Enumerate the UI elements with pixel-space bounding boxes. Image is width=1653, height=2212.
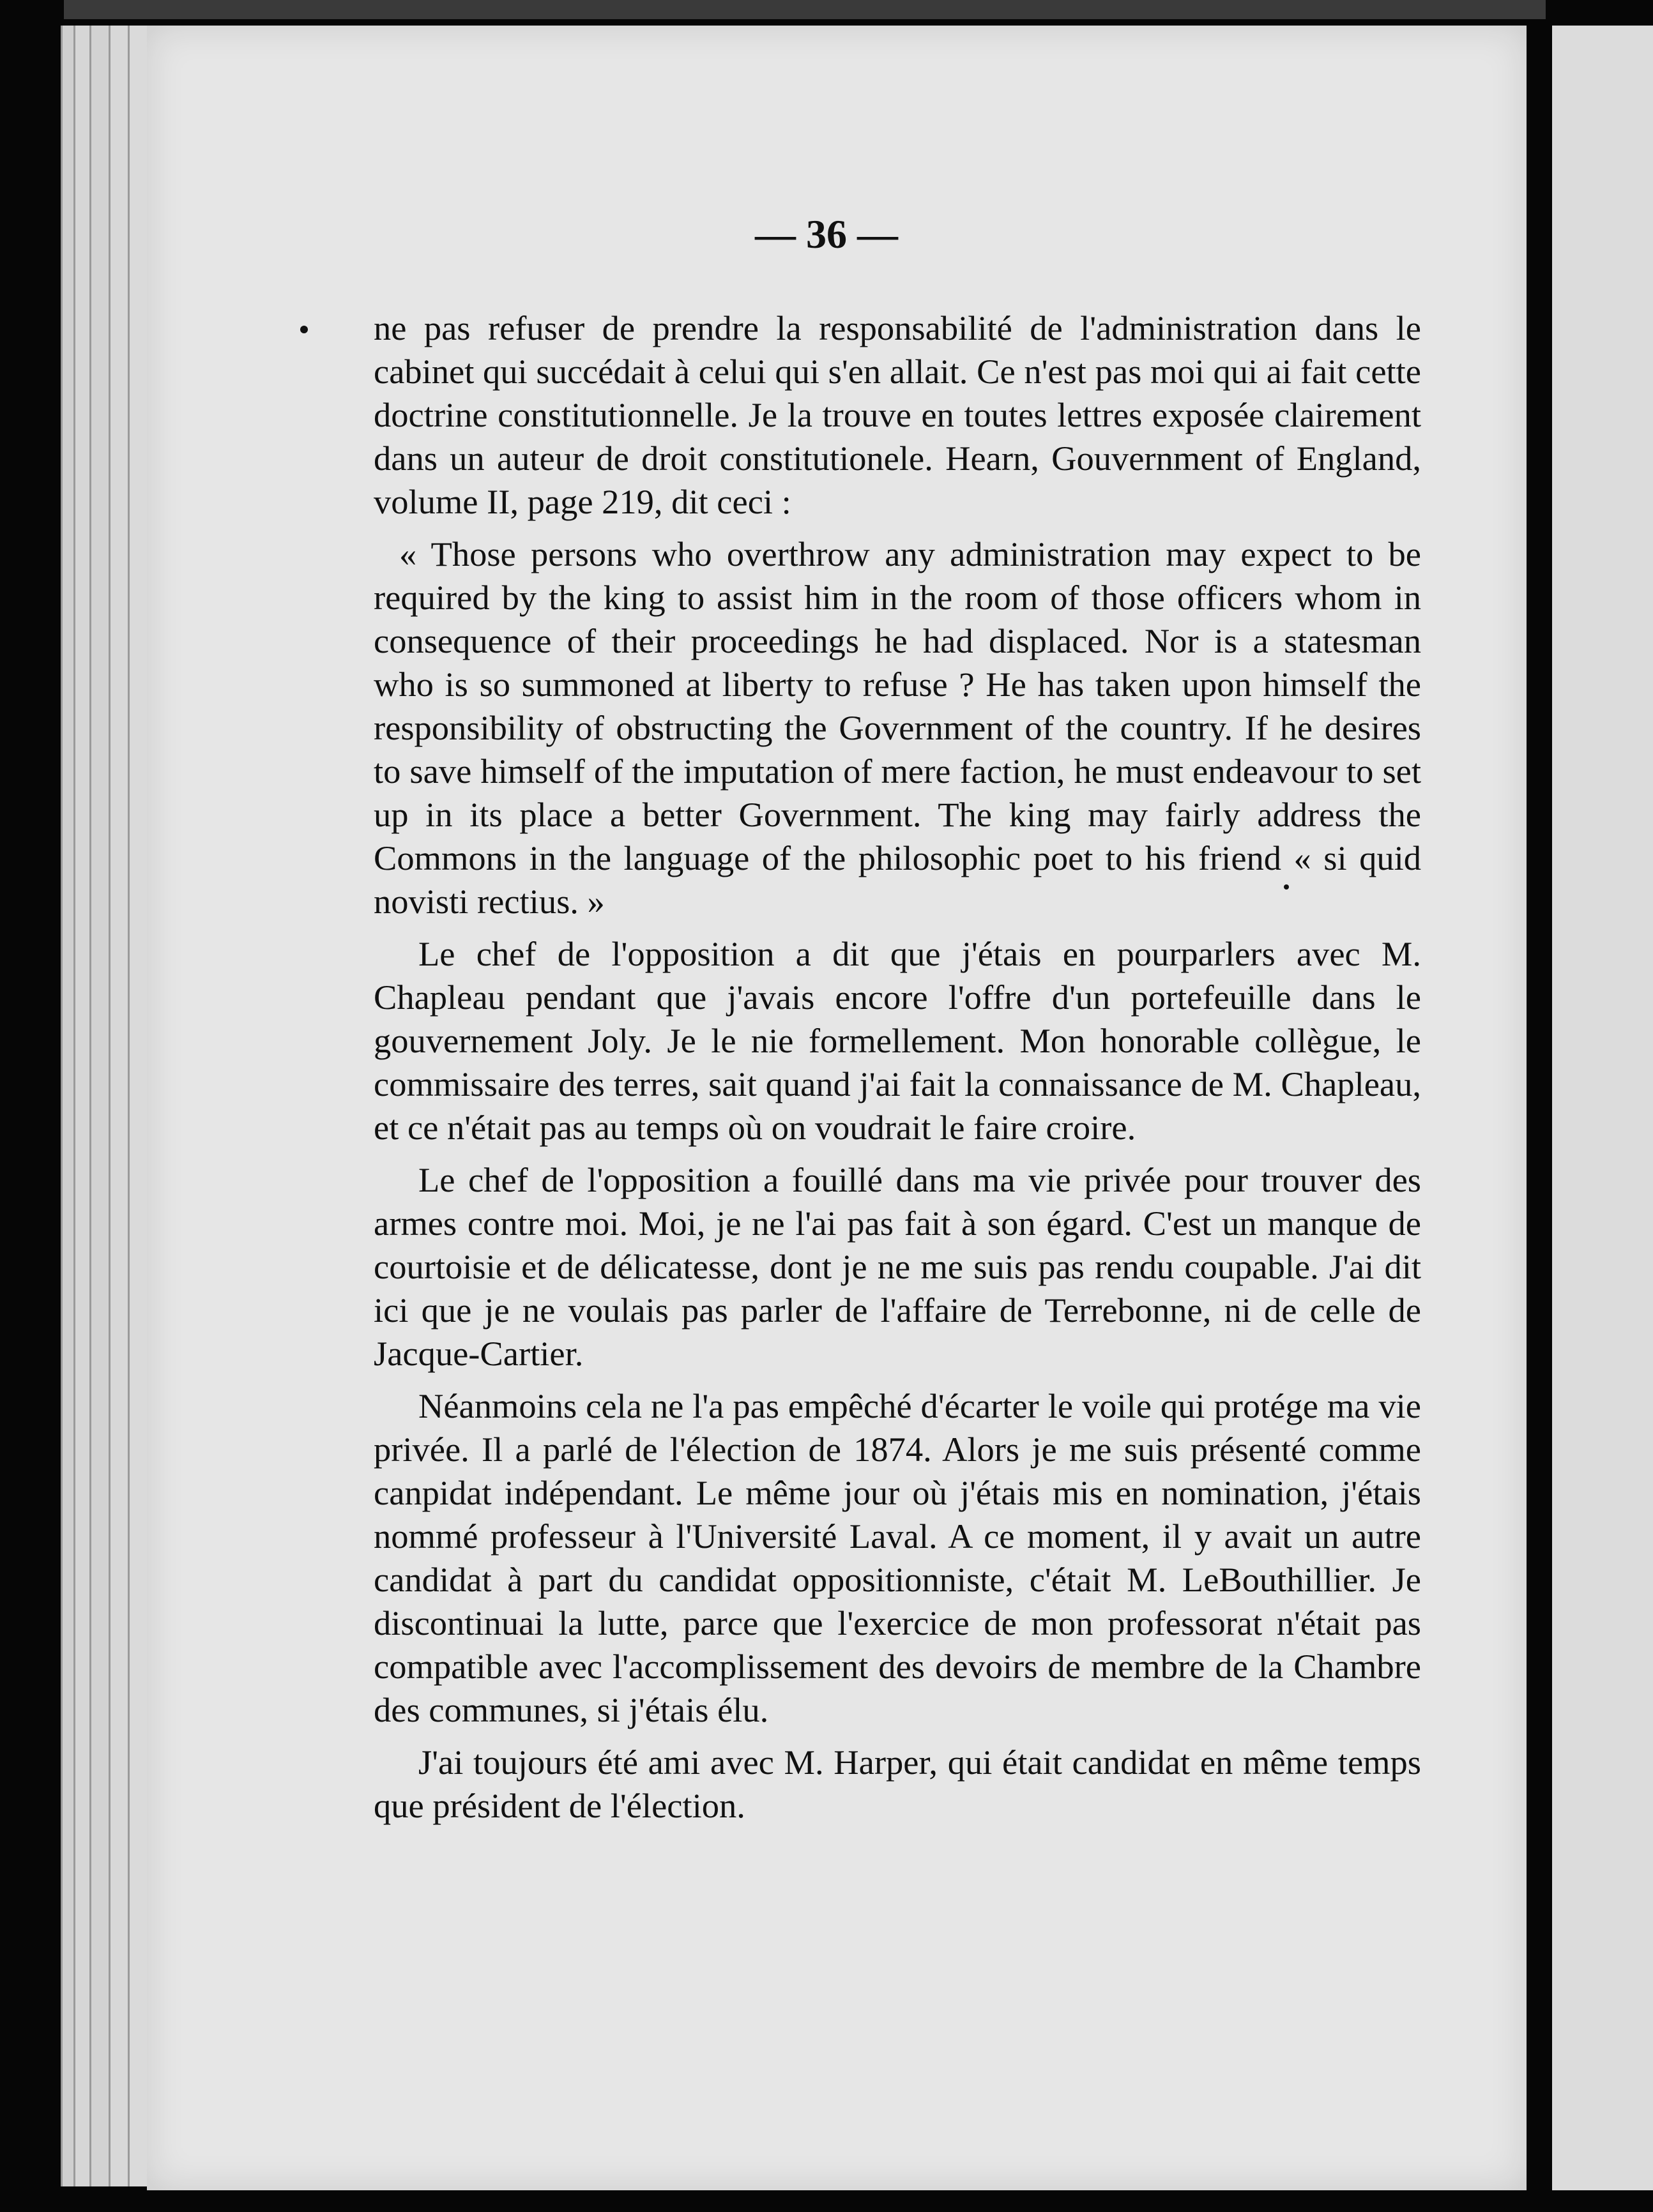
paragraph: Le chef de l'opposition a fouillé dans ma vie privée pour trouver des armes contre moi. Moi, je ne l'ai pas fait à son égard. C'est un manque de courtoisie et de délicatesse, dont je ne me suis pas rendu coupable. J'ai dit ici que je ne voulais pas parler de l'affaire de Terrebonne, ni de celle de Jacque-Cartier. (374, 1160, 1421, 1373)
body-text (374, 307, 1421, 1837)
ink-speck (300, 326, 308, 333)
quotation-paragraph: « Those persons who overthrow any administration may expect to be required by the king to assist him in the room of those officers whom in consequence of their proceedings he had displaced. Nor is a statesman who is so summoned at liberty to refuse ? He has taken upon himself the responsibility of obstructing the Government of the country. If he desires to save himself of the imputation of mere faction, he must endeavour to set up in its place a better Government. The king may fairly address the Commons in the language of the philosophic poet to his friend « si quid novisti rectius. » (374, 534, 1421, 921)
right-page-leaf (1552, 26, 1653, 2190)
paragraph: J'ai toujours été ami avec M. Harper, qui était candidat en même temps que président de l'élection. (374, 1743, 1421, 1825)
paragraph: Le chef de l'opposition a dit que j'étais en pourparlers avec M. Chapleau pendant que j'avais encore l'offre d'un portefeuille dans le gouvernement Joly. Je le nie formellement. Mon honorable collègue, le commissaire des terres, sait quand j'ai fait la connaissance de M. Chapleau, et ce n'était pas au temps où on voudrait le faire croire. (374, 934, 1421, 1147)
paragraph: Néanmoins cela ne l'a pas empêché d'écarter le voile qui protége ma vie privée. Il a parlé de l'élection de 1874. Alors je me suis présenté comme canpidat indépendant. Le même jour où j'étais mis en nomination, j'étais nommé professeur à l'Université Laval. A ce moment, il y avait un autre candidat à part du candidat oppositionniste, c'était M. LeBouthillier. Je discontinuai la lutte, parce que l'exercice de mon professorat n'était pas compatible avec l'accomplissement des devoirs de membre de la Chambre des communes, si j'étais élu. (374, 1386, 1421, 1729)
paragraph: ne pas refuser de prendre la responsabilité de l'administration dans le cabinet qui succédait à celui qui s'en allait. Ce n'est pas moi qui ai fait cette doctrine constitutionnelle. Je la trouve en toutes lettres exposée clairement dans un auteur de droit constitutionele. Hearn, Gouvernment of England, volume II, page 219, dit ceci : (374, 308, 1421, 521)
page-number: — 36 — (755, 211, 898, 257)
top-scan-border (64, 0, 1546, 19)
